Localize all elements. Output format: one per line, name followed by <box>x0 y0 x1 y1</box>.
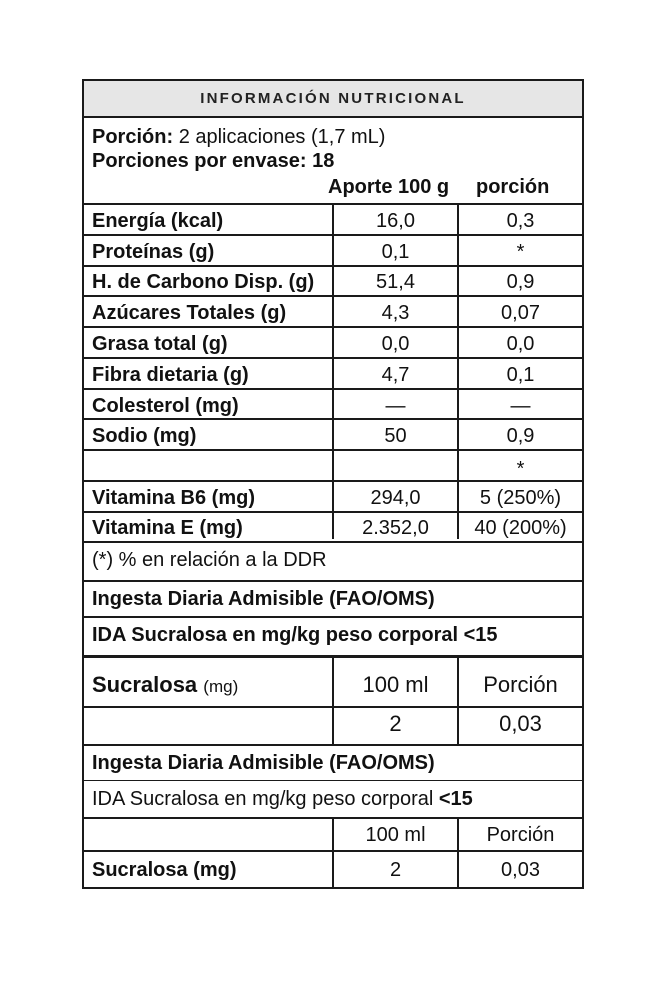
divider <box>84 616 582 618</box>
divider <box>84 580 582 582</box>
row-divider <box>84 706 582 708</box>
nutrient-portion: 0,9 <box>506 425 535 447</box>
nutrient-name: H. de Carbono Disp. (g) <box>92 271 315 293</box>
sucralose-col1: 100 ml <box>365 824 426 846</box>
nutrient-per100: — <box>385 395 406 417</box>
col-header-portion: porción <box>476 176 550 198</box>
nutrient-name: Proteínas (g) <box>92 241 215 263</box>
vitamin-per100: 294,0 <box>370 487 421 509</box>
nutrient-per100: 4,3 <box>381 302 410 324</box>
ida-text: IDA Sucralosa en mg/kg peso corporal <box>92 624 459 646</box>
vitamin-per100: 2.352,0 <box>362 517 429 539</box>
nutrient-portion: 0,3 <box>506 210 535 232</box>
sucralose-unit: (mg) <box>203 677 239 696</box>
vitamin-portion: 5 (250%) <box>479 487 562 509</box>
nutrient-portion: 0,1 <box>506 364 535 386</box>
ida-text: IDA Sucralosa en mg/kg peso corporal <box>92 788 434 810</box>
label-header: INFORMACIÓN NUTRICIONAL <box>84 81 582 118</box>
nutrient-name: Sodio (mg) <box>92 425 197 447</box>
nutrient-per100: 51,4 <box>376 271 415 293</box>
nutrient-per100: 50 <box>384 425 407 447</box>
nutrition-label <box>82 79 584 889</box>
nutrient-name: Energía (kcal) <box>92 210 224 232</box>
sucralose-name: Sucralosa <box>92 672 198 697</box>
sucralose-col2: Porción <box>486 824 555 846</box>
portion-line <box>92 125 385 149</box>
ida-line <box>92 623 498 647</box>
nutrient-name: Grasa total (g) <box>92 333 228 355</box>
servings-line <box>92 149 334 173</box>
sucralose-col1: 100 ml <box>362 672 429 697</box>
sucralose-label <box>92 673 238 699</box>
col-header-per100: Aporte 100 g <box>328 176 450 198</box>
nutrient-portion: * <box>516 241 525 263</box>
nutrient-portion: 0,9 <box>506 271 535 293</box>
row-divider <box>84 357 582 359</box>
nutrient-name: Azúcares Totales (g) <box>92 302 287 324</box>
nutrient-name: Colesterol (mg) <box>92 395 239 417</box>
row-divider <box>84 541 582 543</box>
ida-title: Ingesta Diaria Admisible (FAO/OMS) <box>92 752 435 774</box>
row-divider <box>84 449 582 451</box>
sucralose-val2: 0,03 <box>501 859 540 881</box>
vitamin-name: Vitamina E (mg) <box>92 517 243 539</box>
divider <box>84 744 582 746</box>
ida-value: <15 <box>438 788 473 810</box>
ida-title: Ingesta Diaria Admisible (FAO/OMS) <box>92 588 435 610</box>
row-divider <box>84 295 582 297</box>
row-divider <box>84 418 582 420</box>
nutrient-portion: 0,07 <box>501 302 540 324</box>
nutrient-portion: — <box>510 395 531 417</box>
nutrient-per100: 0,0 <box>381 333 410 355</box>
nutrient-per100: 4,7 <box>381 364 410 386</box>
row-divider <box>84 265 582 267</box>
sucralose-val1: 2 <box>389 711 402 736</box>
nutrient-name: Fibra dietaria (g) <box>92 364 249 386</box>
servings-value: 18 <box>312 150 335 172</box>
divider <box>84 780 582 781</box>
sucralose-name: Sucralosa (mg) <box>92 859 237 881</box>
row-divider <box>84 234 582 236</box>
ddr-note: (*) % en relación a la DDR <box>92 549 327 571</box>
ida-line <box>92 787 473 811</box>
sucralose-val1: 2 <box>389 859 402 881</box>
row-divider <box>84 850 582 852</box>
portion-label: Porción: <box>92 126 174 148</box>
ida-value: <15 <box>463 624 498 646</box>
vitamin-portion: 40 (200%) <box>474 517 567 539</box>
row-divider <box>84 388 582 390</box>
row-divider <box>84 326 582 328</box>
servings-label: Porciones por envase: <box>92 150 307 172</box>
row-divider <box>84 511 582 513</box>
portion-value: 2 aplicaciones (1,7 mL) <box>178 126 386 148</box>
nutrient-per100: 0,1 <box>381 241 410 263</box>
nutrient-per100: 16,0 <box>376 210 415 232</box>
vitamin-name: Vitamina B6 (mg) <box>92 487 255 509</box>
blank-row-asterisk: * <box>516 458 525 480</box>
nutrient-portion: 0,0 <box>506 333 535 355</box>
sucralose-val2: 0,03 <box>499 711 542 736</box>
sucralose-col2: Porción <box>483 672 558 697</box>
